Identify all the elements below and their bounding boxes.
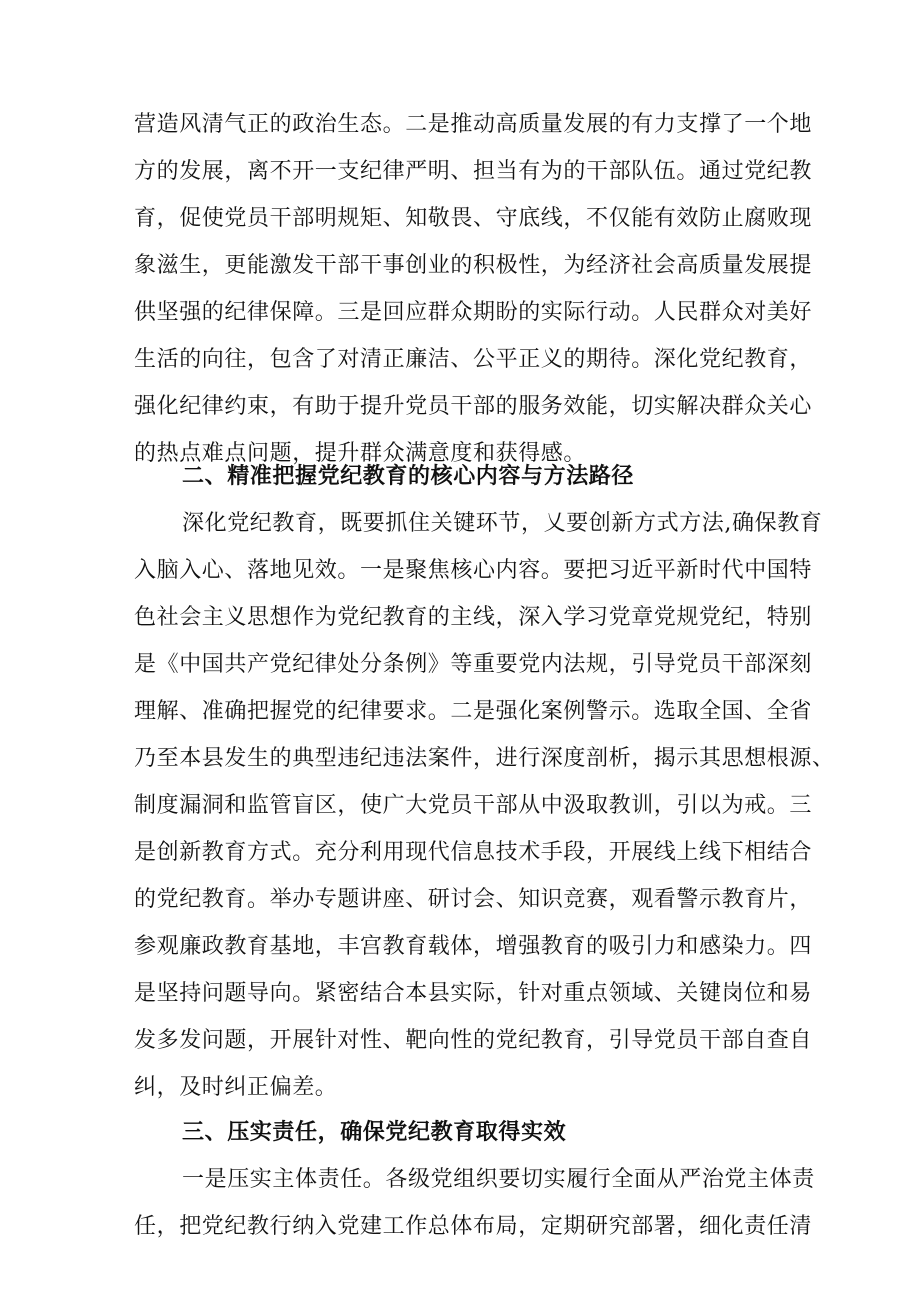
paragraph-line: 参观廉政教育基地，丰宫教育载体，增强教育的吸引力和感染力。四 [134,934,813,959]
section-heading-3: 三、压实责任，确保党纪教育取得实效 [182,1120,567,1145]
paragraph-line: 发多发问题，开展针对性、靶向性的党纪教育，引导党员干部自查自 [134,1028,813,1053]
paragraph-line: 纠，及时纠正偏差。 [134,1075,338,1100]
paragraph-line: 供坚强的纪律保障。三是回应群众期盼的实际行动。人民群众对美好 [134,300,813,325]
paragraph-line: 是《中国共产党纪律处分条例》等重要党内法规，引导党员干部深刻 [134,652,813,677]
paragraph-line: 方的发展，离不开一支纪律严明、担当有为的干部队伍。通过党纪教 [134,159,813,184]
paragraph-line: 营造风清气正的政治生态。二是推动高质量发展的有力支撑了一个地 [134,112,813,137]
paragraph-line: 色社会主义思想作为党纪教育的主线，深入学习党章党规党纪，特别 [134,605,813,630]
paragraph-line: 生活的向往，包含了对清正廉洁、公平正义的期待。深化党纪教育， [134,347,813,372]
paragraph-line: 象滋生，更能激发干部干事创业的积极性，为经济社会高质量发展提 [134,253,813,278]
paragraph-line: 任，把党纪教行纳入党建工作总体布局，定期研究部署，细化责任清 [134,1214,813,1239]
paragraph-line: 深化党纪教育，既要抓住关键环节，乂要创新方式方法,确保教育 [182,511,823,536]
paragraph-line: 乃至本县发生的典型违纪违法案件，进行深度剖析，揭示其思想根源、 [134,746,835,771]
paragraph-line: 是坚持问题导向。紧密结合本县实际，针对重点领域、关键岗位和易 [134,981,813,1006]
paragraph-line: 的热点难点问题，提升群众满意度和获得感。 [134,441,587,466]
paragraph-line: 理解、准确把握党的纪律要求。二是强化案例警示。选取全国、全省 [134,699,813,724]
section-heading-2: 二、精准把握党纪教育的核心内容与方法路径 [182,464,635,489]
paragraph-line: 的党纪教育。举办专题讲座、研讨会、知识竞赛，观看警示教育片， [134,887,813,912]
paragraph-line: 是创新教育方式。充分利用现代信息技术手段，开展线上线下相结合 [134,840,813,865]
paragraph-line: 强化纪律约束，有助于提升党员干部的服务效能，切实解决群众关心 [134,394,813,419]
paragraph-line: 制度漏洞和监管盲区，使广大党员干部从中汲取教训，引以为戒。三 [134,793,813,818]
paragraph-line: 入脑入心、落地见效。一是聚焦核心内容。要把习近平新时代中国特 [134,558,813,583]
paragraph-line: 育，促使党员干部明规矩、知敬畏、守底线，不仅能有效防止腐败现 [134,206,813,231]
paragraph-line: 一是压实主体责任。各级党组织要切实履行全面从严治党主体责 [182,1167,815,1192]
